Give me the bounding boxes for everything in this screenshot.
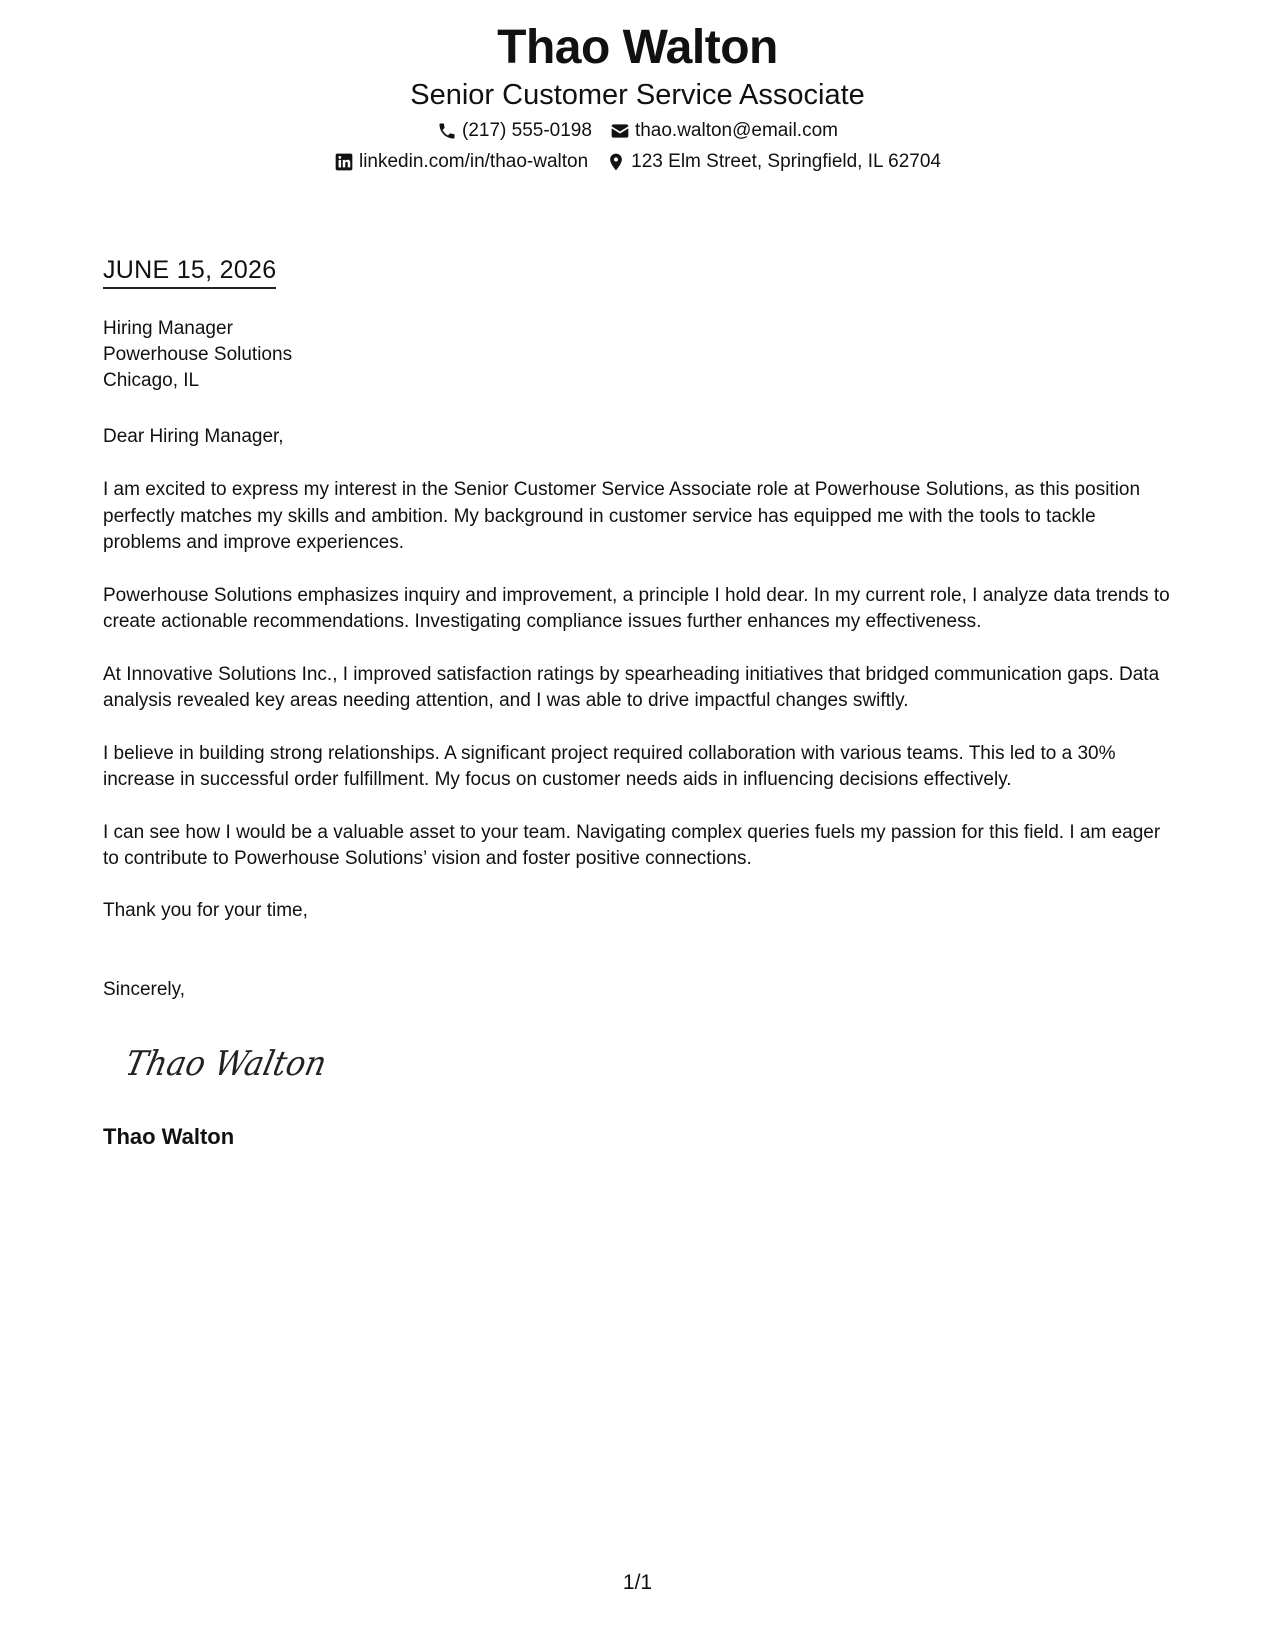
letter-body xyxy=(103,477,1173,899)
letter-date: JUNE 15, 2026 xyxy=(103,255,276,289)
linkedin-icon xyxy=(334,152,354,172)
salutation: Dear Hiring Manager, xyxy=(103,426,284,447)
contact-email xyxy=(610,119,838,143)
recipient-block xyxy=(103,316,292,394)
body-paragraph: I believe in building strong relationships. A significant project required collaboration with various teams. This led to a 30% increase in successful order fulfillment. My focus on customer needs aids in influencing decisions effectively. xyxy=(103,742,1116,790)
applicant-title: Senior Customer Service Associate xyxy=(410,79,865,111)
map-marker-icon xyxy=(606,152,626,172)
email-text: thao.walton@email.com xyxy=(634,120,838,141)
body-paragraph: I am excited to express my interest in the Senior Customer Service Associate role at Powerhouse Solutions, as this position perfectly matches my skills and ambition. My background in customer service has equipped me with the tools to tackle problems and improve experiences. xyxy=(103,479,1141,553)
contact-row-secondary xyxy=(0,150,1275,174)
recipient-line: Chicago, IL xyxy=(103,370,200,391)
letter-header xyxy=(0,18,1275,174)
recipient-line: Hiring Manager xyxy=(103,318,233,339)
contact-row-primary xyxy=(0,119,1275,143)
body-paragraph: Powerhouse Solutions emphasizes inquiry and improvement, a principle I hold dear. In my current role, I analyze data trends to create actionable recommendations. Investigating compliance issues further enhances my effectiveness. xyxy=(103,584,1170,632)
phone-text: (217) 555-0198 xyxy=(462,120,592,141)
contact-address xyxy=(606,150,941,174)
closing-line: Thank you for your time, xyxy=(103,900,308,921)
page-number: 1/1 xyxy=(622,1571,653,1594)
linkedin-text: linkedin.com/in/thao-walton xyxy=(358,151,589,172)
envelope-icon xyxy=(610,121,630,141)
contact-phone xyxy=(437,119,592,143)
body-paragraph: At Innovative Solutions Inc., I improved satisfaction ratings by spearheading initiatives that bridged communication gaps. Data analysis revealed key areas needing attention, and I was able to drive impactful changes swiftly. xyxy=(103,663,1160,711)
signature-text: Thao Walton xyxy=(128,1044,346,1084)
signature xyxy=(128,1035,348,1095)
phone-icon xyxy=(437,121,457,141)
applicant-name: Thao Walton xyxy=(497,21,778,74)
signer-name: Thao Walton xyxy=(103,1124,235,1149)
sign-off: Sincerely, xyxy=(103,979,186,1000)
address-text: 123 Elm Street, Springfield, IL 62704 xyxy=(631,151,941,172)
recipient-line: Powerhouse Solutions xyxy=(103,344,293,365)
body-paragraph: I can see how I would be a valuable asset to your team. Navigating complex queries fuels my passion for this field. I am eager to contribute to Powerhouse Solutions’ vision and foster positive connections. xyxy=(103,821,1161,869)
contact-linkedin xyxy=(334,150,588,174)
